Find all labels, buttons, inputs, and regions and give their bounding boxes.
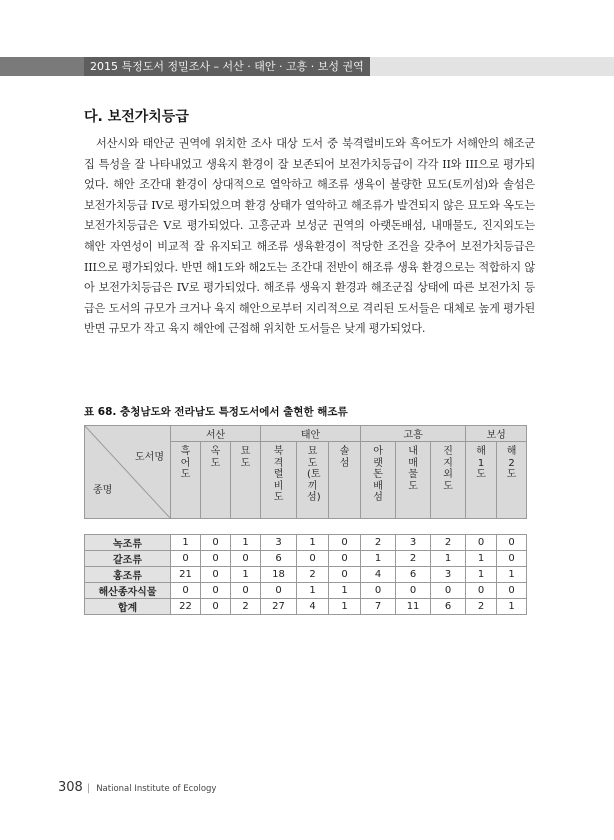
island-label: 북격렬비도 [273, 446, 284, 503]
table-cell: 3 [431, 567, 466, 583]
table-cell: 3 [396, 535, 431, 551]
table-row [85, 535, 527, 551]
row-header: 갈조류 [85, 551, 171, 567]
island-header [201, 442, 231, 519]
island-label: 해2도 [506, 446, 517, 480]
table-cell: 1 [361, 551, 396, 567]
table-cell: 0 [396, 583, 431, 599]
table-cell: 1 [297, 583, 329, 599]
region-header: 보성 [466, 426, 527, 442]
footer-separator: | [86, 783, 91, 794]
table-cell: 0 [201, 567, 231, 583]
total-cell: 4 [297, 599, 329, 615]
spacer-cell [85, 519, 527, 535]
body-paragraph: 서산시와 태안군 권역에 위치한 조사 대상 도서 중 북격렬비도와 흑어도가 서해안의 해조군집 특성을 잘 나타내었고 생육지 환경이 잘 보존되어 보전가치등급이 각각 II와 III으로 평가되었다. 해안 조간대 환경이 상대적으로 열악하고 해조류 생육이 불량한 묘도(토끼섬)와 솔섬은 보전가치등급 IV로 평가되었으며 환경 상태가 열악하고 해조류가 발견되지 않은 묘도와 옥도는 보전가치등급은 V로 평가되었다. 고흥군과 보성군 권역의 아랫돈배섬, 내매물도, 진지외도는 해안 자연성이 비교적 잘 유지되고 해조류 생육환경이 적당한 조건을 갖추어 보전가치등급은 III으로 평가되었다. 반면 해1도와 해2도는 조간대 전반이 해조류 생육 환경으로는 적합하지 않아 보전가치등급은 IV로 평가되었다. 해조류 생육지 환경과 해조군집 상태에 따른 보전가치 등급은 도서의 규모가 크거나 육지 해안으로부터 지리적으로 격리된 도서들은 대체로 높게 평가된 반면 규모가 작고 육지 해안에 근접해 위치한 도서들은 낮게 평가되었다. [84, 137, 535, 336]
corner-label-island: 도서명 [135, 452, 164, 463]
total-cell: 6 [431, 599, 466, 615]
table-cell: 6 [396, 567, 431, 583]
table-cell: 0 [201, 551, 231, 567]
table-caption: 표 68. 충청남도와 전라남도 특정도서에서 출현한 해조류 [84, 406, 348, 418]
total-cell: 1 [497, 599, 527, 615]
table-cell: 0 [231, 551, 261, 567]
corner-diagonal [85, 426, 170, 518]
region-header: 고흥 [361, 426, 466, 442]
table-cell: 0 [466, 535, 497, 551]
table-cell: 2 [431, 535, 466, 551]
table-cell: 1 [466, 567, 497, 583]
institution-name: National Institute of Ecology [96, 784, 217, 794]
table-total-row [85, 599, 527, 615]
table-spacer [85, 519, 527, 535]
corner-label-species: 종명 [93, 485, 113, 496]
island-label: 해1도 [476, 446, 486, 480]
table-cell: 0 [171, 551, 201, 567]
table-cell: 0 [231, 583, 261, 599]
table-cell: 0 [261, 583, 297, 599]
table-cell: 1 [431, 551, 466, 567]
total-cell: 27 [261, 599, 297, 615]
island-header [431, 442, 466, 519]
total-cell: 7 [361, 599, 396, 615]
total-header: 합계 [85, 599, 171, 615]
table-row [85, 567, 527, 583]
island-label: 묘도(토끼섬) [307, 446, 321, 503]
island-header [396, 442, 431, 519]
table-cell: 0 [297, 551, 329, 567]
table-cell: 0 [171, 583, 201, 599]
running-title: 2015 특정도서 정밀조사 – 서산 · 태안 · 고흥 · 보성 권역 [84, 57, 370, 76]
row-header: 녹조류 [85, 535, 171, 551]
table-cell: 2 [361, 535, 396, 551]
region-header: 태안 [261, 426, 361, 442]
row-header: 홍조류 [85, 567, 171, 583]
island-header [329, 442, 361, 519]
island-header [171, 442, 201, 519]
table-cell: 1 [231, 567, 261, 583]
island-label: 아랫돈배섬 [373, 446, 383, 503]
page-number: 308 [58, 780, 83, 795]
table-cell: 0 [201, 583, 231, 599]
table-cell: 0 [329, 535, 361, 551]
page-footer [58, 780, 216, 795]
island-label: 흑어도 [180, 446, 191, 480]
island-header [261, 442, 297, 519]
island-label: 진지외도 [443, 446, 453, 492]
table-corner-cell [85, 426, 171, 519]
island-header [466, 442, 497, 519]
section-title: 다. 보전가치등급 [84, 109, 189, 125]
table-cell: 0 [497, 583, 527, 599]
region-header: 서산 [171, 426, 261, 442]
table-cell: 0 [466, 583, 497, 599]
table-cell: 4 [361, 567, 396, 583]
total-cell: 11 [396, 599, 431, 615]
table-cell: 0 [329, 567, 361, 583]
table-cell: 0 [431, 583, 466, 599]
island-header [231, 442, 261, 519]
table-cell: 3 [261, 535, 297, 551]
table-region-row [85, 426, 527, 442]
table-cell: 1 [329, 583, 361, 599]
total-cell: 2 [231, 599, 261, 615]
table-cell: 0 [497, 551, 527, 567]
table-cell: 1 [297, 535, 329, 551]
table-cell: 1 [497, 567, 527, 583]
total-cell: 22 [171, 599, 201, 615]
total-cell: 1 [329, 599, 361, 615]
table-cell: 21 [171, 567, 201, 583]
table-cell: 1 [466, 551, 497, 567]
island-label: 옥도 [210, 446, 221, 469]
header-accent-block [0, 57, 84, 76]
table-cell: 18 [261, 567, 297, 583]
table-cell: 0 [201, 535, 231, 551]
island-label: 솔섬 [339, 446, 350, 469]
island-label: 내매물도 [408, 446, 418, 492]
row-header: 해산종자식물 [85, 583, 171, 599]
island-header [297, 442, 329, 519]
total-cell: 2 [466, 599, 497, 615]
table-cell: 2 [396, 551, 431, 567]
seaweed-table [84, 425, 527, 615]
table-cell: 0 [497, 535, 527, 551]
table-cell: 6 [261, 551, 297, 567]
table-row [85, 583, 527, 599]
island-label: 묘도 [240, 446, 251, 469]
total-cell: 0 [201, 599, 231, 615]
table-cell: 1 [231, 535, 261, 551]
island-header [497, 442, 527, 519]
table-cell: 2 [297, 567, 329, 583]
table-cell: 1 [171, 535, 201, 551]
table-cell: 0 [329, 551, 361, 567]
table-cell: 0 [361, 583, 396, 599]
table-row [85, 551, 527, 567]
island-header [361, 442, 396, 519]
